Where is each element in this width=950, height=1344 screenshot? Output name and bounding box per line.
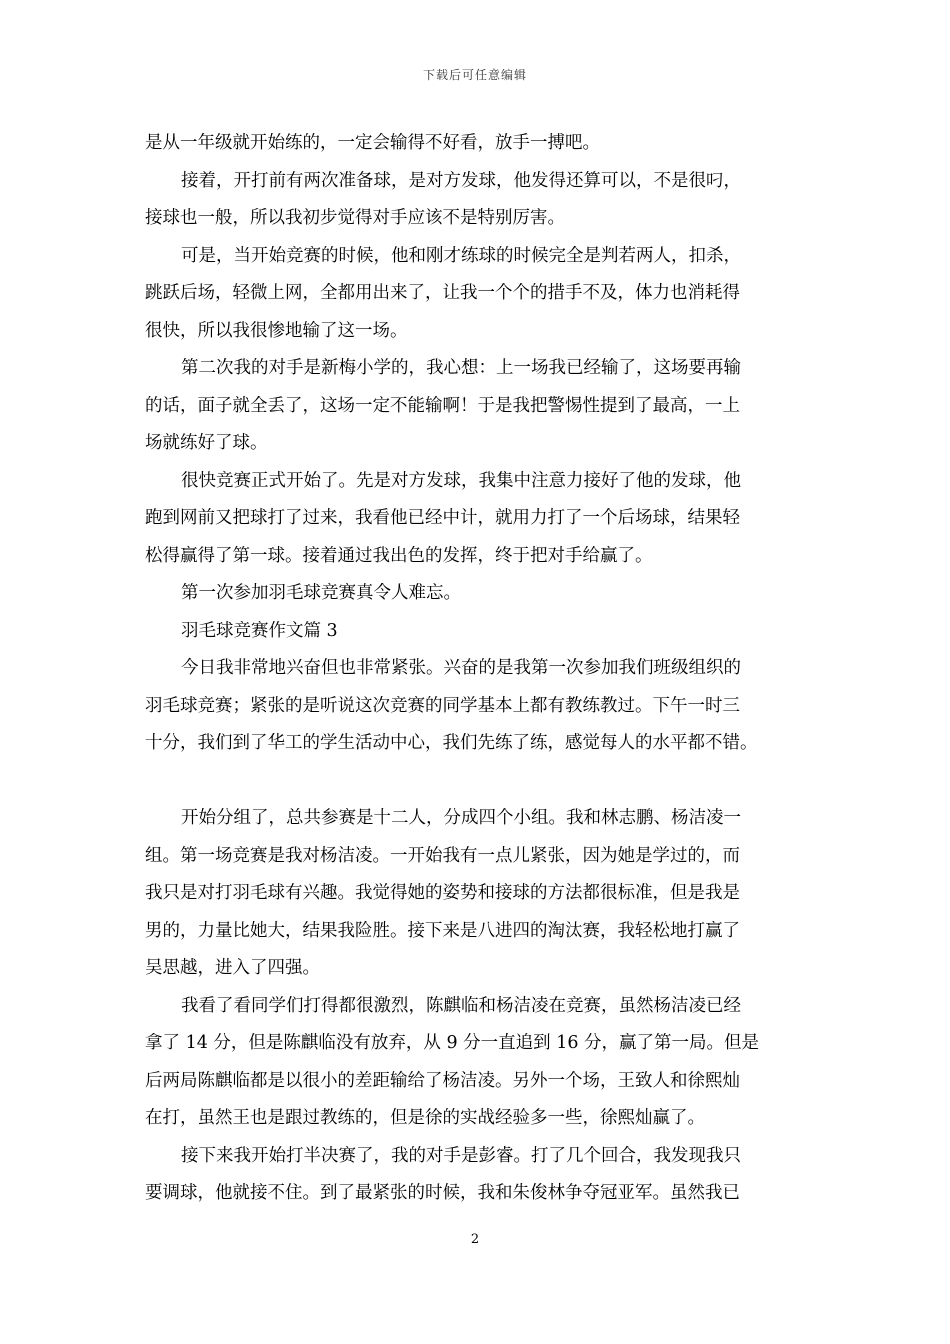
text-line: 接球也一般，所以我初步觉得对手应该不是特别厉害。: [145, 208, 565, 228]
text-line: 很快竞赛正式开始了。先是对方发球，我集中注意力接好了他的发球，他: [181, 470, 741, 491]
text-line: 的话，面子就全丢了，这场一定不能输啊！于是我把警惕性提到了最高，一上: [145, 395, 740, 416]
section-heading: 羽毛球竞赛作文篇 3: [181, 620, 338, 641]
text-line: 很快，所以我很惨地输了这一场。: [145, 320, 408, 341]
text-line: 吴思越，进入了四强。: [145, 958, 320, 978]
text-line: 接着，开打前有两次准备球，是对方发球，他发得还算可以，不是很叼，: [181, 170, 741, 191]
text-line: 跳跃后场，轻微上网，全都用出来了，让我一个个的措手不及，体力也消耗得: [145, 283, 740, 303]
text-line: 第一次参加羽毛球竞赛真令人难忘。: [181, 583, 461, 603]
text-line: 是从一年级就开始练的，一定会输得不好看，放手一搏吧。: [145, 133, 600, 153]
text-line: 接下来我开始打半决赛了，我的对手是彭睿。打了几个回合，我发现我只: [181, 1145, 741, 1166]
text-line: 十分，我们到了华工的学生活动中心，我们先练了练，感觉每人的水平都不错。: [145, 733, 758, 753]
paragraph-gap: [145, 763, 807, 801]
page-number: 2: [470, 1232, 480, 1247]
text-line: 后两局陈麒临都是以很小的差距输给了杨洁凌。另外一个场，王致人和徐熙灿: [145, 1070, 740, 1091]
text-line: 要调球，他就接不住。到了最紧张的时候，我和朱俊林争夺冠亚军。虽然我已: [145, 1183, 740, 1203]
text-line: 可是，当开始竞赛的时候，他和刚才练球的时候完全是判若两人，扣杀，: [181, 245, 741, 266]
text-line: 开始分组了，总共参赛是十二人，分成四个小组。我和林志鹏、杨洁凌一: [181, 808, 741, 828]
text-line: 场就练好了球。: [145, 433, 268, 453]
page-header: 下载后可任意编辑: [422, 68, 527, 82]
text-line: 拿了 14 分，但是陈麒临没有放弃，从 9 分一直追到 16 分，赢了第一局。但是: [145, 1033, 760, 1053]
document-body: [145, 125, 807, 1213]
text-line: 今日我非常地兴奋但也非常紧张。兴奋的是我第一次参加我们班级组织的: [181, 658, 741, 678]
text-line: 男的，力量比她大，结果我险胜。接下来是八进四的淘汰赛，我轻松地打赢了: [145, 920, 740, 941]
text-line: 组。第一场竞赛是我对杨洁凌。一开始我有一点儿紧张，因为她是学过的，而: [145, 845, 740, 866]
text-line: 跑到网前又把球打了过来，我看他已经中计，就用力打了一个后场球，结果轻: [145, 508, 740, 528]
text-line: 在打，虽然王也是跟过教练的，但是徐的实战经验多一些，徐熙灿赢了。: [145, 1108, 705, 1128]
text-line: 羽毛球竞赛；紧张的是听说这次竞赛的同学基本上都有教练教过。下午一时三: [145, 695, 740, 716]
text-line: 松得赢得了第一球。接着通过我出色的发挥，终于把对手给赢了。: [145, 545, 653, 566]
text-line: 我只是对打羽毛球有兴趣。我觉得她的姿势和接球的方法都很标准，但是我是: [145, 883, 740, 903]
text-line: 第二次我的对手是新梅小学的，我心想：上一场我已经输了，这场要再输: [181, 358, 741, 378]
text-line: 我看了看同学们打得都很激烈，陈麒临和杨洁凌在竞赛，虽然杨洁凌已经: [181, 995, 741, 1016]
